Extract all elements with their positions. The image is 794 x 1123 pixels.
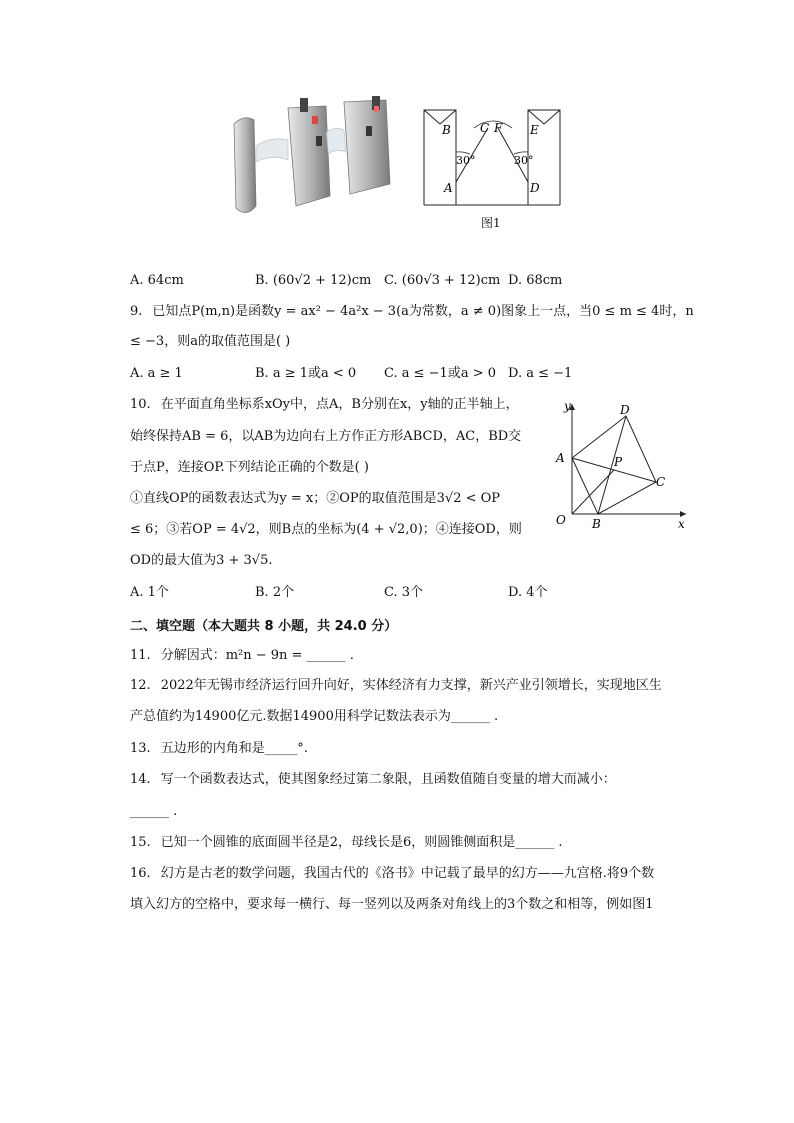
fig10-label-C: C: [656, 475, 666, 489]
q8-option-c: C. (60√3 + 12)cm: [384, 273, 501, 288]
q9-option-d: D. a ≤ −1: [508, 366, 573, 381]
q10-line-1: [130, 396, 519, 414]
q11-number: 11.: [130, 648, 151, 663]
q9-option-c: C. a ≤ −1或a > 0: [384, 366, 496, 381]
q10-line-2: 始终保持AB = 6，以AB为边向右上方作正方形ABCD，AC，BD交: [130, 429, 522, 444]
label-D: D: [530, 181, 540, 195]
fig10-label-O: O: [556, 513, 566, 527]
figure-1-diagram: [418, 102, 568, 232]
q10-option-d: D. 4个: [508, 585, 548, 600]
q14-line-1: [130, 771, 616, 789]
q9-number: 9.: [130, 304, 143, 319]
q14-number: 14.: [130, 772, 151, 787]
q10-number: 10.: [130, 397, 151, 412]
label-B: B: [442, 123, 451, 137]
q10-option-b: B. 2个: [255, 585, 295, 600]
angle-right-label: 30°: [514, 154, 534, 167]
fig10-label-P: P: [614, 455, 623, 469]
q9-text-1: 已知点P(m,n)是函数y = ax² − 4a²x − 3(a为常数，a ≠ 0)图象上一点，当0 ≤ m ≤ 4时，n: [152, 304, 694, 319]
q10-line-5: ≤ 6；③若OP = 4√2，则B点的坐标为(4 + √2,0)；④连接OD，则: [130, 522, 522, 537]
fig10-label-y: y: [564, 399, 571, 413]
q8-option-b: B. (60√2 + 12)cm: [255, 273, 372, 288]
q10-line-4: ①直线OP的函数表达式为y = x；②OP的取值范围是3√2 < OP: [130, 491, 501, 506]
q13-number: 13.: [130, 741, 151, 756]
q13-text: 五边形的内角和是_____°.: [160, 741, 308, 756]
angle-left-label: 30°: [456, 154, 476, 167]
q8-option-a: A. 64cm: [130, 273, 184, 288]
q10-text-1: 在平面直角坐标系xOy中，点A，B分别在x，y轴的正半轴上，: [160, 397, 519, 412]
fig10-label-A: A: [556, 451, 565, 465]
fig10-label-D: D: [620, 403, 630, 417]
section-2-title: 二、填空题（本大题共 8 小题，共 24.0 分）: [130, 619, 398, 634]
q10-line-3: 于点P，连接OP.下列结论正确的个数是( ): [130, 460, 369, 475]
q8-option-d: D. 68cm: [508, 273, 563, 288]
q14-line-2: ______ .: [130, 804, 178, 819]
q9-option-b: B. a ≥ 1或a < 0: [255, 366, 357, 381]
q12-text-1: 2022年无锡市经济运行回升向好，实体经济有力支撑，新兴产业引领增长，实现地区生: [160, 678, 662, 693]
label-A: A: [444, 181, 453, 195]
turnstile-photo: [226, 96, 402, 220]
q15-text: 已知一个圆锥的底面圆半径是2，母线长是6，则圆锥侧面积是______ .: [160, 835, 563, 850]
q10-option-c: C. 3个: [384, 585, 424, 600]
q11-line: [130, 647, 354, 665]
q12-line-2: 产总值约为14900亿元.数据14900用科学记数法表示为______ .: [130, 709, 499, 724]
label-F: F: [494, 121, 503, 135]
q14-text-1: 写一个函数表达式，使其图象经过第二象限，且函数值随自变量的增大而减小：: [160, 772, 616, 787]
label-C: C: [480, 121, 490, 135]
q12-line-1: [130, 677, 662, 695]
q12-number: 12.: [130, 678, 151, 693]
q16-text-1: 幻方是古老的数学问题，我国古代的《洛书》中记载了最早的幻方——九宫格.将9个数: [160, 866, 655, 881]
q16-number: 16.: [130, 866, 151, 881]
fig10-label-x: x: [678, 517, 685, 531]
q9-line-2: ≤ −3，则a的取值范围是( ): [130, 334, 291, 349]
label-E: E: [530, 123, 539, 137]
q15-number: 15.: [130, 835, 151, 850]
q10-coordinate-figure: [550, 396, 692, 532]
q15-line: [130, 834, 563, 852]
q11-text: 分解因式：m²n − 9n = ______ .: [160, 648, 354, 663]
q9-line-1: [130, 303, 694, 321]
figure-1-caption: 图1: [481, 216, 501, 230]
q9-option-a: A. a ≥ 1: [130, 366, 183, 381]
q13-line: [130, 740, 308, 758]
q16-line-2: 填入幻方的空格中，要求每一横行、每一竖列以及两条对角线上的3个数之和相等，例如图1: [130, 897, 654, 912]
q10-line-6: OD的最大值为3 + 3√5.: [130, 553, 273, 568]
q16-line-1: [130, 865, 654, 883]
fig10-label-B: B: [592, 517, 601, 531]
q10-option-a: A. 1个: [130, 585, 169, 600]
